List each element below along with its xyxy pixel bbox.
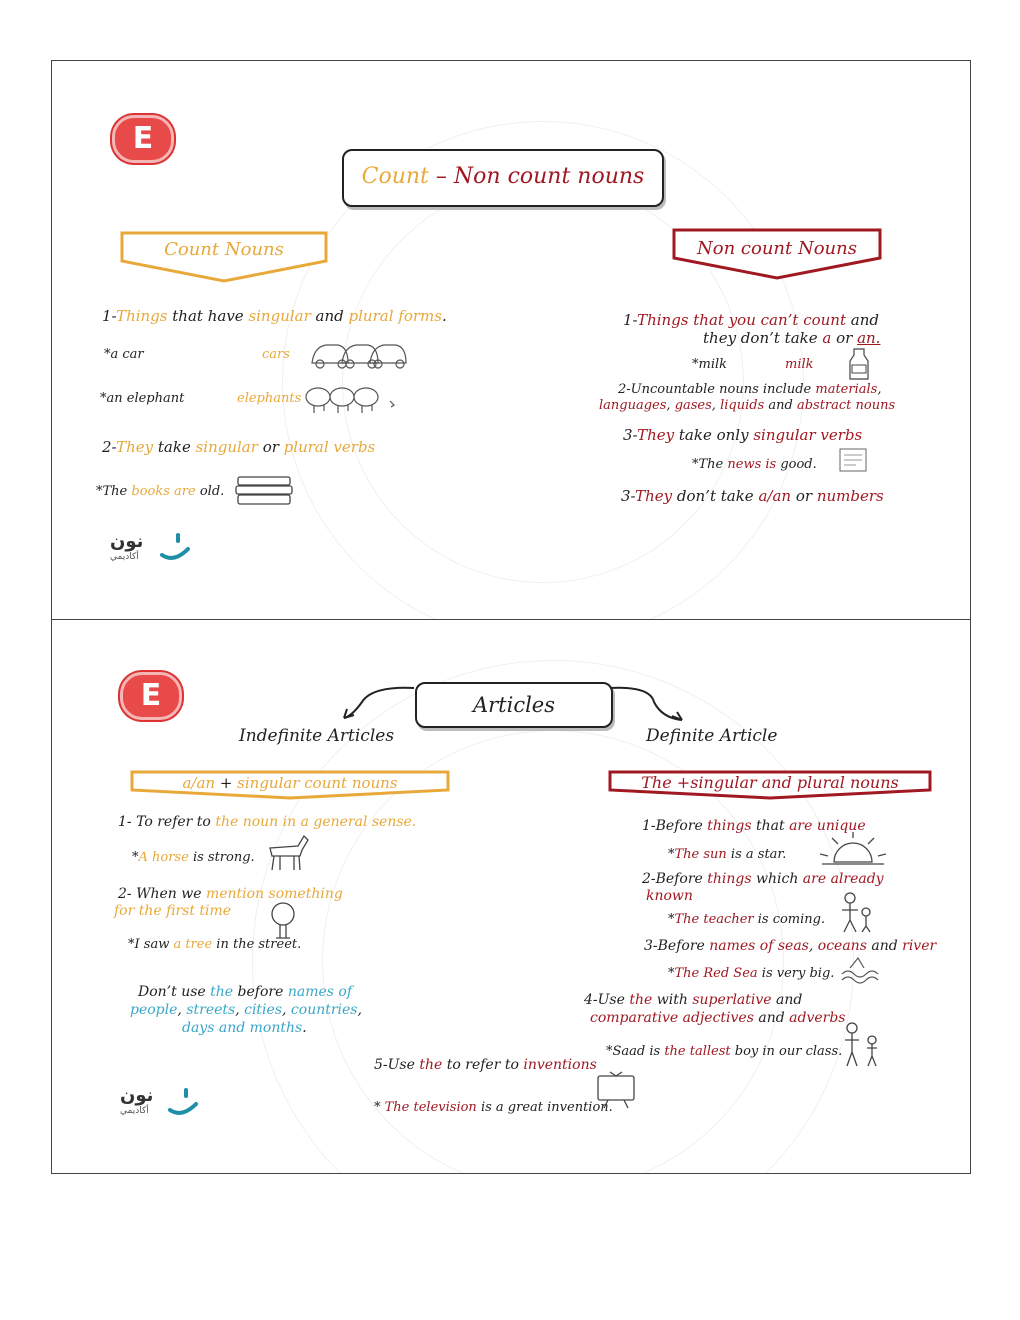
- indefinite-header: [130, 770, 450, 800]
- noncount-rule-4: 3-They don’t take a/an or numbers: [621, 487, 884, 505]
- noncount-nouns-header: [672, 228, 882, 280]
- horse-icon: [262, 828, 312, 872]
- articles-title: Articles: [415, 682, 613, 728]
- example-television: * The television is a great invention.: [374, 1100, 613, 1115]
- count-rule-1: 1-Things that have singular and plural forms.: [102, 307, 447, 325]
- definite-header-label: The +singular and plural nouns: [641, 773, 899, 792]
- dont-use-note: Don’t use the before names of: [138, 984, 352, 1000]
- dont-use-note-line2: people, streets, cities, countries,: [130, 1002, 362, 1018]
- definite-rule-3: 3-Before names of seas, oceans and river: [644, 938, 937, 954]
- count-nouns-header: [120, 231, 328, 283]
- slide-articles: [51, 619, 971, 1174]
- noncount-rule-1: 1-Things that you can’t count and: [623, 311, 879, 329]
- example-saad: *Saad is the tallest boy in our class.: [606, 1044, 843, 1059]
- indefinite-rule-2-line2: for the first time: [114, 903, 232, 919]
- example-cars: cars: [262, 347, 290, 362]
- elephants-icon: [304, 385, 400, 415]
- logo-e-icon: E: [120, 672, 182, 720]
- brand-logo: نون أكاديمي: [110, 531, 144, 562]
- logo-e-icon: E: [112, 115, 174, 163]
- definite-header: [608, 770, 932, 800]
- brand-swoosh-icon: [156, 531, 192, 563]
- brand-swoosh-icon: [164, 1086, 200, 1118]
- noncount-rule-2: 2-Uncountable nouns include materials,: [618, 382, 882, 397]
- definite-rule-5: 5-Use the to refer to inventions: [374, 1057, 597, 1073]
- noncount-rule-2-line2: languages, gases, liquids and abstract nouns: [599, 398, 896, 413]
- example-milk-plural: milk: [785, 357, 814, 372]
- definite-rule-1: 1-Before things that are unique: [642, 818, 866, 834]
- definite-rule-2-line2: known: [646, 888, 693, 904]
- example-red-sea: *The Red Sea is very big.: [668, 966, 835, 981]
- sun-icon: [820, 832, 886, 868]
- example-elephants: elephants: [237, 391, 302, 406]
- definite-rule-2: 2-Before things which are already: [642, 871, 884, 887]
- example-an-elephant: *an elephant: [100, 391, 185, 406]
- example-teacher: *The teacher is coming.: [668, 912, 826, 927]
- indefinite-rule-2: 2- When we mention something: [118, 886, 343, 902]
- books-icon: [234, 473, 296, 509]
- page-title: Count – Non count nouns: [342, 149, 664, 207]
- teacher-icon: [838, 890, 874, 934]
- count-nouns-label: Count Nouns: [164, 239, 284, 260]
- noncount-nouns-label: Non count Nouns: [697, 238, 857, 259]
- milk-bottle-icon: [848, 347, 870, 381]
- indefinite-rule-1: 1- To refer to the noun in a general sense.: [118, 814, 417, 830]
- noncount-rule-1-line2: they don’t take a or an.: [703, 329, 881, 347]
- branch-arrows: [332, 682, 692, 732]
- example-tree: *I saw a tree in the street.: [128, 937, 302, 952]
- brand-logo: نون أكاديمي: [120, 1085, 154, 1116]
- example-milk: *milk: [692, 357, 728, 372]
- example-news: *The news is good.: [692, 457, 817, 472]
- definite-rule-4: 4-Use the with superlative and: [584, 992, 803, 1008]
- count-rule-2: 2-They take singular or plural verbs: [102, 438, 376, 456]
- dont-use-note-line3: days and months.: [182, 1020, 307, 1036]
- example-books: *The books are old.: [96, 484, 225, 499]
- sea-icon: [840, 954, 880, 984]
- noncount-rule-3: 3-They take only singular verbs: [623, 426, 863, 444]
- newspaper-icon: [836, 445, 872, 477]
- definite-rule-4-line2: comparative adjectives and adverbs: [590, 1010, 846, 1026]
- example-horse: *A horse is strong.: [132, 850, 255, 865]
- television-icon: [594, 1070, 640, 1110]
- slide-count-noncount: [51, 60, 971, 621]
- indefinite-articles-label: Indefinite Articles: [239, 726, 395, 746]
- example-sun: *The sun is a star.: [668, 847, 787, 862]
- cars-icon: [308, 337, 408, 371]
- example-a-car: *a car: [104, 347, 144, 362]
- indefinite-header-label: a/an + singular count nouns: [182, 774, 398, 792]
- boys-icon: [842, 1020, 882, 1068]
- definite-article-label: Definite Article: [646, 726, 778, 746]
- tree-icon: [266, 900, 300, 940]
